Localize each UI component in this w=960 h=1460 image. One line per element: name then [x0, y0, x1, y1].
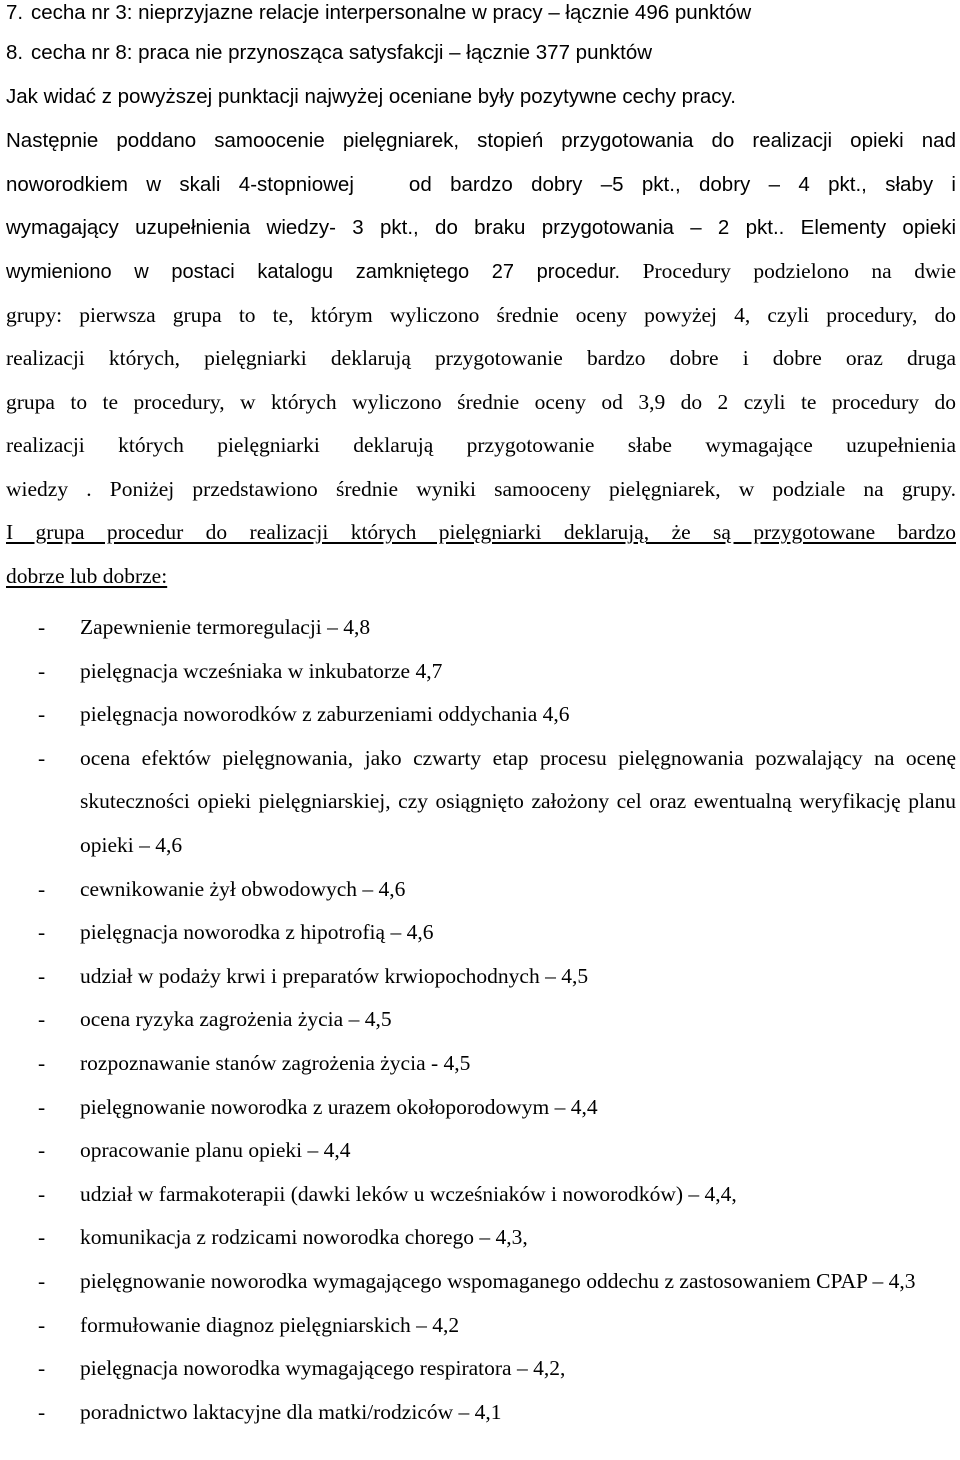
list-bullet-dash: - — [38, 920, 46, 945]
procedure-text: ocena ryzyka zagrożenia życia – 4,5 — [80, 1007, 392, 1032]
list-item — [0, 650, 960, 694]
list-item — [0, 1347, 960, 1391]
list-bullet-dash: - — [38, 1399, 46, 1424]
paragraph-line-part: wymieniono w postaci katalogu zamkniętego 27 procedur. — [6, 261, 621, 283]
list-item — [0, 1173, 960, 1217]
procedure-text: ocena efektów pielęgnowania, jako czwarty etap procesu pielęgnowania pozwalający na ocenę skuteczności opieki pielęgniarskiej, czy osiągnięto założony cel oraz ewentualną weryfikację planu opieki – 4,6 — [80, 745, 956, 857]
list-item — [0, 737, 960, 868]
list-item — [0, 606, 960, 650]
paragraph-line: noworodkiem w skali 4-stopniowej od bardzo dobry –5 pkt., dobry – 4 pkt., słaby i — [6, 173, 956, 196]
procedure-text: formułowanie diagnoz pielęgniarskich – 4,2 — [80, 1312, 460, 1337]
list-bullet-dash: - — [38, 615, 46, 639]
list-item — [0, 955, 960, 999]
procedure-text: pielęgnowanie noworodka z urazem okołoporodowym – 4,4 — [80, 1094, 598, 1119]
list-bullet-dash: - — [38, 658, 46, 683]
paragraph-line: grupy: pierwsza grupa to te, którym wyliczono średnie oceny powyżej 4, czyli procedury, do — [6, 303, 956, 327]
procedure-text: poradnictwo laktacyjne dla matki/rodziców – 4,1 — [80, 1399, 502, 1424]
list-item — [0, 868, 960, 912]
procedure-text: pielęgnacja noworodków z zaburzeniami oddychania 4,6 — [80, 702, 570, 727]
paragraph-line: realizacji których pielęgniarki deklarują przygotowanie słabe wymagające uzupełnienia — [6, 433, 956, 457]
list-bullet-dash: - — [38, 1181, 46, 1206]
numbered-item — [6, 0, 751, 26]
paragraph-line: Jak widać z powyższej punktacji najwyżej oceniane były pozytywne cechy pracy. — [6, 85, 736, 108]
item-text: cecha nr 3: nieprzyjazne relacje interpersonalne w pracy – łącznie 496 punktów — [31, 1, 752, 24]
list-bullet-dash: - — [38, 1356, 46, 1381]
list-item — [0, 693, 960, 737]
list-bullet-dash: - — [38, 1225, 46, 1250]
procedure-text: pielęgnacja wcześniaka w inkubatorze 4,7 — [80, 658, 443, 683]
procedure-text: cewnikowanie żył obwodowych – 4,6 — [80, 876, 406, 901]
group-heading: I grupa procedur do realizacji których pielęgniarki deklarują, że są przygotowane bardzo — [6, 520, 956, 544]
list-bullet-dash: - — [38, 745, 46, 770]
paragraph-line: grupa to te procedury, w których wyliczono średnie oceny od 3,9 do 2 czyli te procedury do — [6, 390, 956, 414]
procedure-text: udział w podaży krwi i preparatów krwiopochodnych – 4,5 — [80, 963, 589, 988]
procedure-text: opracowanie planu opieki – 4,4 — [80, 1138, 351, 1163]
list-item — [0, 1129, 960, 1173]
list-bullet-dash: - — [38, 702, 46, 727]
paragraph-line: realizacji których, pielęgniarki deklarują przygotowanie bardzo dobre i dobre oraz druga — [6, 346, 956, 370]
list-item — [0, 1042, 960, 1086]
numbered-item — [6, 40, 652, 66]
list-item — [0, 911, 960, 955]
procedure-text: komunikacja z rodzicami noworodka chorego – 4,3, — [80, 1225, 528, 1250]
item-number: 8. — [6, 41, 24, 64]
paragraph-line: Następnie poddano samoocenie pielęgniarek, stopień przygotowania do realizacji opieki nad — [6, 129, 956, 152]
list-item — [0, 998, 960, 1042]
item-number: 7. — [6, 1, 24, 24]
list-bullet-dash: - — [38, 1007, 46, 1032]
paragraph-line: wiedzy . Poniżej przedstawiono średnie wyniki samooceny pielęgniarek, w podziale na grupy. — [6, 477, 956, 501]
list-bullet-dash: - — [38, 1312, 46, 1337]
list-item — [0, 1304, 960, 1348]
list-bullet-dash: - — [38, 1094, 46, 1119]
list-item — [0, 1086, 960, 1130]
procedure-text: rozpoznawanie stanów zagrożenia życia - 4,5 — [80, 1050, 471, 1075]
list-bullet-dash: - — [38, 1050, 46, 1075]
paragraph-line: wymagający uzupełnienia wiedzy- 3 pkt., do braku przygotowania – 2 pkt.. Elementy opieki — [6, 216, 956, 239]
list-bullet-dash: - — [38, 1268, 46, 1293]
procedure-text: pielęgnacja noworodka z hipotrofią – 4,6 — [80, 920, 434, 945]
procedure-list — [0, 606, 960, 1434]
list-item — [0, 1260, 960, 1304]
procedure-text: Zapewnienie termoregulacji – 4,8 — [80, 615, 371, 639]
procedure-text: pielęgnacja noworodka wymagającego respiratora – 4,2, — [80, 1356, 566, 1381]
procedure-text: udział w farmakoterapii (dawki leków u wcześniaków i noworodków) – 4,4, — [80, 1181, 737, 1206]
paragraph-line-part: Procedury podzielono na dwie — [620, 259, 957, 283]
list-bullet-dash: - — [38, 876, 46, 901]
paragraph-line — [6, 258, 956, 284]
procedure-text: pielęgnowanie noworodka wymagającego wspomaganego oddechu z zastosowaniem CPAP – 4,3 — [80, 1268, 916, 1293]
group-heading: dobrze lub dobrze: — [6, 564, 168, 588]
list-item — [0, 1216, 960, 1260]
list-bullet-dash: - — [38, 963, 46, 988]
list-item — [0, 1391, 960, 1435]
list-bullet-dash: - — [38, 1138, 46, 1163]
item-text: cecha nr 8: praca nie przynosząca satysfakcji – łącznie 377 punktów — [31, 41, 653, 64]
